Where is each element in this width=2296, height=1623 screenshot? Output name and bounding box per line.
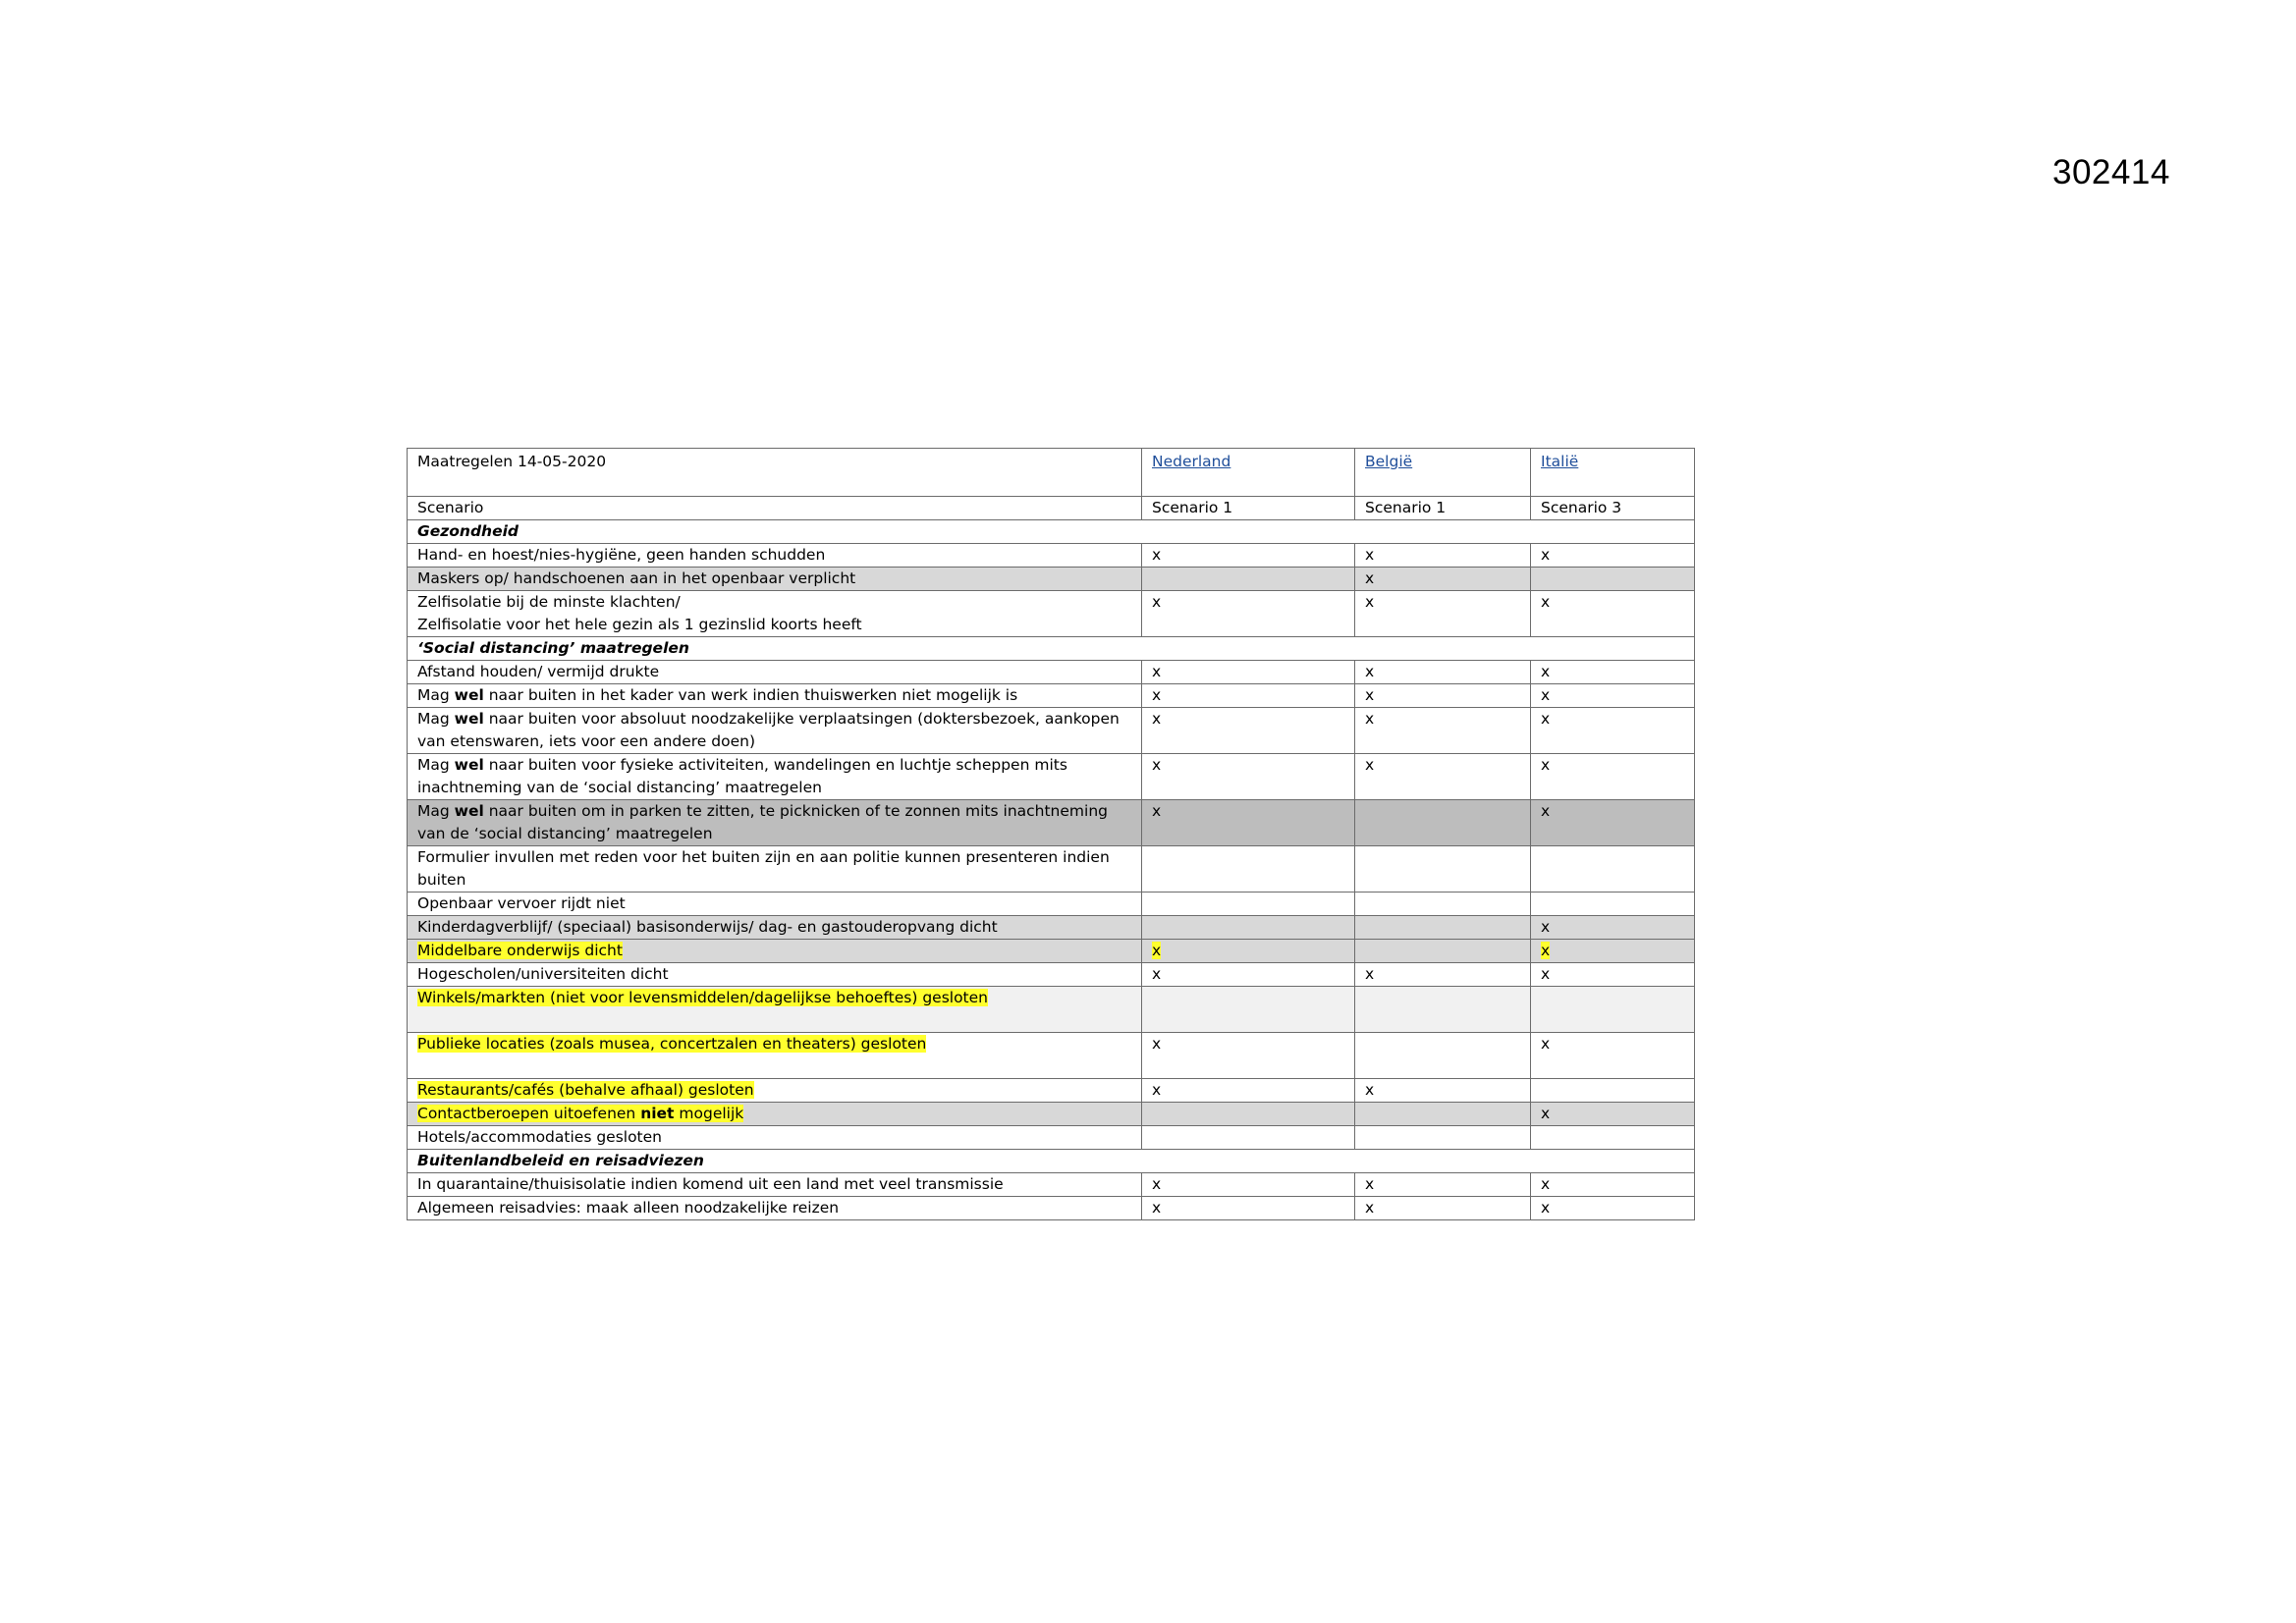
measure-value xyxy=(1531,846,1695,893)
measure-value: x xyxy=(1142,591,1355,637)
measure-label xyxy=(408,591,1142,637)
measure-value: x xyxy=(1142,1173,1355,1197)
measure-value xyxy=(1355,940,1531,963)
measure-value: x xyxy=(1531,1103,1695,1126)
table-row xyxy=(408,916,1695,940)
table-row xyxy=(408,893,1695,916)
measure-value: x xyxy=(1142,963,1355,987)
table-row xyxy=(408,1126,1695,1150)
measure-value xyxy=(1142,846,1355,893)
measure-value: x xyxy=(1142,754,1355,800)
measure-value: x xyxy=(1531,963,1695,987)
table-row xyxy=(408,846,1695,893)
measure-label: Hogescholen/universiteiten dicht xyxy=(408,963,1142,987)
measure-value: x xyxy=(1355,544,1531,568)
table-row xyxy=(408,1079,1695,1103)
measure-label-emphasis: wel xyxy=(454,802,484,820)
table-row xyxy=(408,661,1695,684)
table-row xyxy=(408,800,1695,846)
measures-rows xyxy=(408,520,1695,1220)
country-link[interactable]: België xyxy=(1365,453,1413,470)
measure-label: Hotels/accommodaties gesloten xyxy=(408,1126,1142,1150)
highlight-mark xyxy=(417,1105,743,1122)
table-row xyxy=(408,684,1695,708)
measures-table xyxy=(407,448,1695,1220)
measure-label-text: naar buiten in het kader van werk indien thuiswerken niet mogelijk is xyxy=(483,686,1018,704)
table-row xyxy=(408,568,1695,591)
measure-value: x xyxy=(1355,1197,1531,1220)
section-title: ‘Social distancing’ maatregelen xyxy=(408,637,1695,661)
measure-value: x xyxy=(1142,800,1355,846)
section-title: Buitenlandbeleid en reisadviezen xyxy=(408,1150,1695,1173)
measure-label: Afstand houden/ vermijd drukte xyxy=(408,661,1142,684)
measure-label xyxy=(408,1079,1142,1103)
measure-label xyxy=(408,987,1142,1033)
measure-value: x xyxy=(1531,708,1695,754)
measure-label xyxy=(408,708,1142,754)
measure-value: x xyxy=(1142,684,1355,708)
measure-label-emphasis: wel xyxy=(454,686,484,704)
measure-value xyxy=(1142,987,1355,1033)
highlight-mark: x xyxy=(1541,942,1551,959)
section-row xyxy=(408,520,1695,544)
measure-value: x xyxy=(1531,661,1695,684)
highlight-mark: Winkels/markten (niet voor levensmiddelen/dagelijkse behoeftes) gesloten xyxy=(417,989,988,1006)
measure-value: x xyxy=(1531,684,1695,708)
measure-label-text: naar buiten om in parken te zitten, te picknicken of te zonnen mits inachtneming van de ‘social distancing’ maatregelen xyxy=(417,802,1108,842)
measure-value: x xyxy=(1531,800,1695,846)
table-row xyxy=(408,963,1695,987)
measure-label-text: naar buiten voor fysieke activiteiten, wandelingen en luchtje scheppen mits inachtneming van de ‘social distancing’ maatregelen xyxy=(417,756,1067,796)
measure-value: x xyxy=(1355,1079,1531,1103)
measure-label-text: Contactberoepen uitoefenen xyxy=(417,1105,641,1122)
highlight-mark: Publieke locaties (zoals musea, concertzalen en theaters) gesloten xyxy=(417,1035,927,1053)
measure-value xyxy=(1355,1126,1531,1150)
measure-label xyxy=(408,1033,1142,1079)
measure-value: x xyxy=(1142,1197,1355,1220)
measure-label-text: mogelijk xyxy=(674,1105,744,1122)
measure-value: x xyxy=(1355,591,1531,637)
measure-label xyxy=(408,754,1142,800)
measure-value xyxy=(1355,800,1531,846)
country-link[interactable]: Italië xyxy=(1541,453,1579,470)
measure-value: x xyxy=(1531,754,1695,800)
section-title: Gezondheid xyxy=(408,520,1695,544)
measure-label-line: Zelfisolatie bij de minste klachten/ xyxy=(417,593,681,611)
measure-value xyxy=(1355,916,1531,940)
measure-value: x xyxy=(1142,661,1355,684)
measure-value: x xyxy=(1531,591,1695,637)
country-italie[interactable] xyxy=(1531,449,1695,497)
scenario-label: Scenario xyxy=(408,497,1142,520)
measure-value: x xyxy=(1142,708,1355,754)
measure-value: x xyxy=(1355,963,1531,987)
measure-value: x xyxy=(1531,1033,1695,1079)
measure-value: x xyxy=(1355,684,1531,708)
measure-value: x xyxy=(1531,1173,1695,1197)
table-row xyxy=(408,1033,1695,1079)
measure-value: x xyxy=(1142,544,1355,568)
measure-value xyxy=(1355,1033,1531,1079)
measure-label: Formulier invullen met reden voor het buiten zijn en aan politie kunnen presenteren indien buiten xyxy=(408,846,1142,893)
measure-value: x xyxy=(1531,1197,1695,1220)
section-row xyxy=(408,637,1695,661)
measure-label-text: Mag xyxy=(417,710,455,728)
measure-label xyxy=(408,1103,1142,1126)
measure-value xyxy=(1355,846,1531,893)
measure-label: In quarantaine/thuisisolatie indien komend uit een land met veel transmissie xyxy=(408,1173,1142,1197)
measure-value xyxy=(1142,916,1355,940)
measure-value xyxy=(1355,1103,1531,1126)
measure-label: Hand- en hoest/nies-hygiëne, geen handen schudden xyxy=(408,544,1142,568)
highlight-mark: Middelbare onderwijs dicht xyxy=(417,942,623,959)
scenario-value: Scenario 1 xyxy=(1355,497,1531,520)
scenario-value: Scenario 1 xyxy=(1142,497,1355,520)
measure-label: Openbaar vervoer rijdt niet xyxy=(408,893,1142,916)
measure-value: x xyxy=(1355,754,1531,800)
measure-value xyxy=(1531,1079,1695,1103)
table-row xyxy=(408,708,1695,754)
measure-value xyxy=(1531,1126,1695,1150)
measure-value xyxy=(1531,987,1695,1033)
table-row xyxy=(408,591,1695,637)
measure-value xyxy=(1142,893,1355,916)
country-link[interactable]: Nederland xyxy=(1152,453,1231,470)
table-row xyxy=(408,1173,1695,1197)
measure-label: Algemeen reisadvies: maak alleen noodzakelijke reizen xyxy=(408,1197,1142,1220)
highlight-mark: Restaurants/cafés (behalve afhaal) gesloten xyxy=(417,1081,754,1099)
measure-label-emphasis: niet xyxy=(640,1105,675,1122)
measure-label-text: Mag xyxy=(417,802,455,820)
measure-label-text: naar buiten voor absoluut noodzakelijke verplaatsingen (doktersbezoek, aankopen van etenswaren, iets voor een andere doen) xyxy=(417,710,1120,750)
measure-value: x xyxy=(1531,544,1695,568)
measure-label: Kinderdagverblijf/ (speciaal) basisonderwijs/ dag- en gastouderopvang dicht xyxy=(408,916,1142,940)
measure-value xyxy=(1355,987,1531,1033)
table-title: Maatregelen 14-05-2020 xyxy=(408,449,1142,497)
measure-value: x xyxy=(1142,1033,1355,1079)
measure-label-text: Mag xyxy=(417,756,455,774)
measure-value xyxy=(1142,1126,1355,1150)
table-row xyxy=(408,1103,1695,1126)
scenario-row xyxy=(408,497,1695,520)
table-row xyxy=(408,1197,1695,1220)
section-row xyxy=(408,1150,1695,1173)
table-row xyxy=(408,987,1695,1033)
measure-label-emphasis: wel xyxy=(454,756,484,774)
table-row xyxy=(408,754,1695,800)
measure-value xyxy=(1355,893,1531,916)
table-row xyxy=(408,940,1695,963)
measure-value: x xyxy=(1355,568,1531,591)
country-nederland[interactable] xyxy=(1142,449,1355,497)
measure-value xyxy=(1142,568,1355,591)
measure-value xyxy=(1531,568,1695,591)
measure-value xyxy=(1142,940,1355,963)
measure-value xyxy=(1531,940,1695,963)
table-header-row xyxy=(408,449,1695,497)
highlight-mark: x xyxy=(1152,942,1162,959)
measure-value: x xyxy=(1355,708,1531,754)
measure-value: x xyxy=(1355,661,1531,684)
measure-label xyxy=(408,800,1142,846)
measure-label xyxy=(408,684,1142,708)
country-belgie[interactable] xyxy=(1355,449,1531,497)
measure-label-line: Zelfisolatie voor het hele gezin als 1 gezinslid koorts heeft xyxy=(417,616,862,633)
measure-value xyxy=(1142,1103,1355,1126)
measure-label-text: Mag xyxy=(417,686,455,704)
measure-label-emphasis: wel xyxy=(454,710,484,728)
measure-value: x xyxy=(1355,1173,1531,1197)
measure-label: Maskers op/ handschoenen aan in het openbaar verplicht xyxy=(408,568,1142,591)
measure-label xyxy=(408,940,1142,963)
measure-value xyxy=(1531,893,1695,916)
table-row xyxy=(408,544,1695,568)
measure-value: x xyxy=(1142,1079,1355,1103)
document-id: 302414 xyxy=(2052,153,2170,191)
measure-value: x xyxy=(1531,916,1695,940)
scenario-value: Scenario 3 xyxy=(1531,497,1695,520)
